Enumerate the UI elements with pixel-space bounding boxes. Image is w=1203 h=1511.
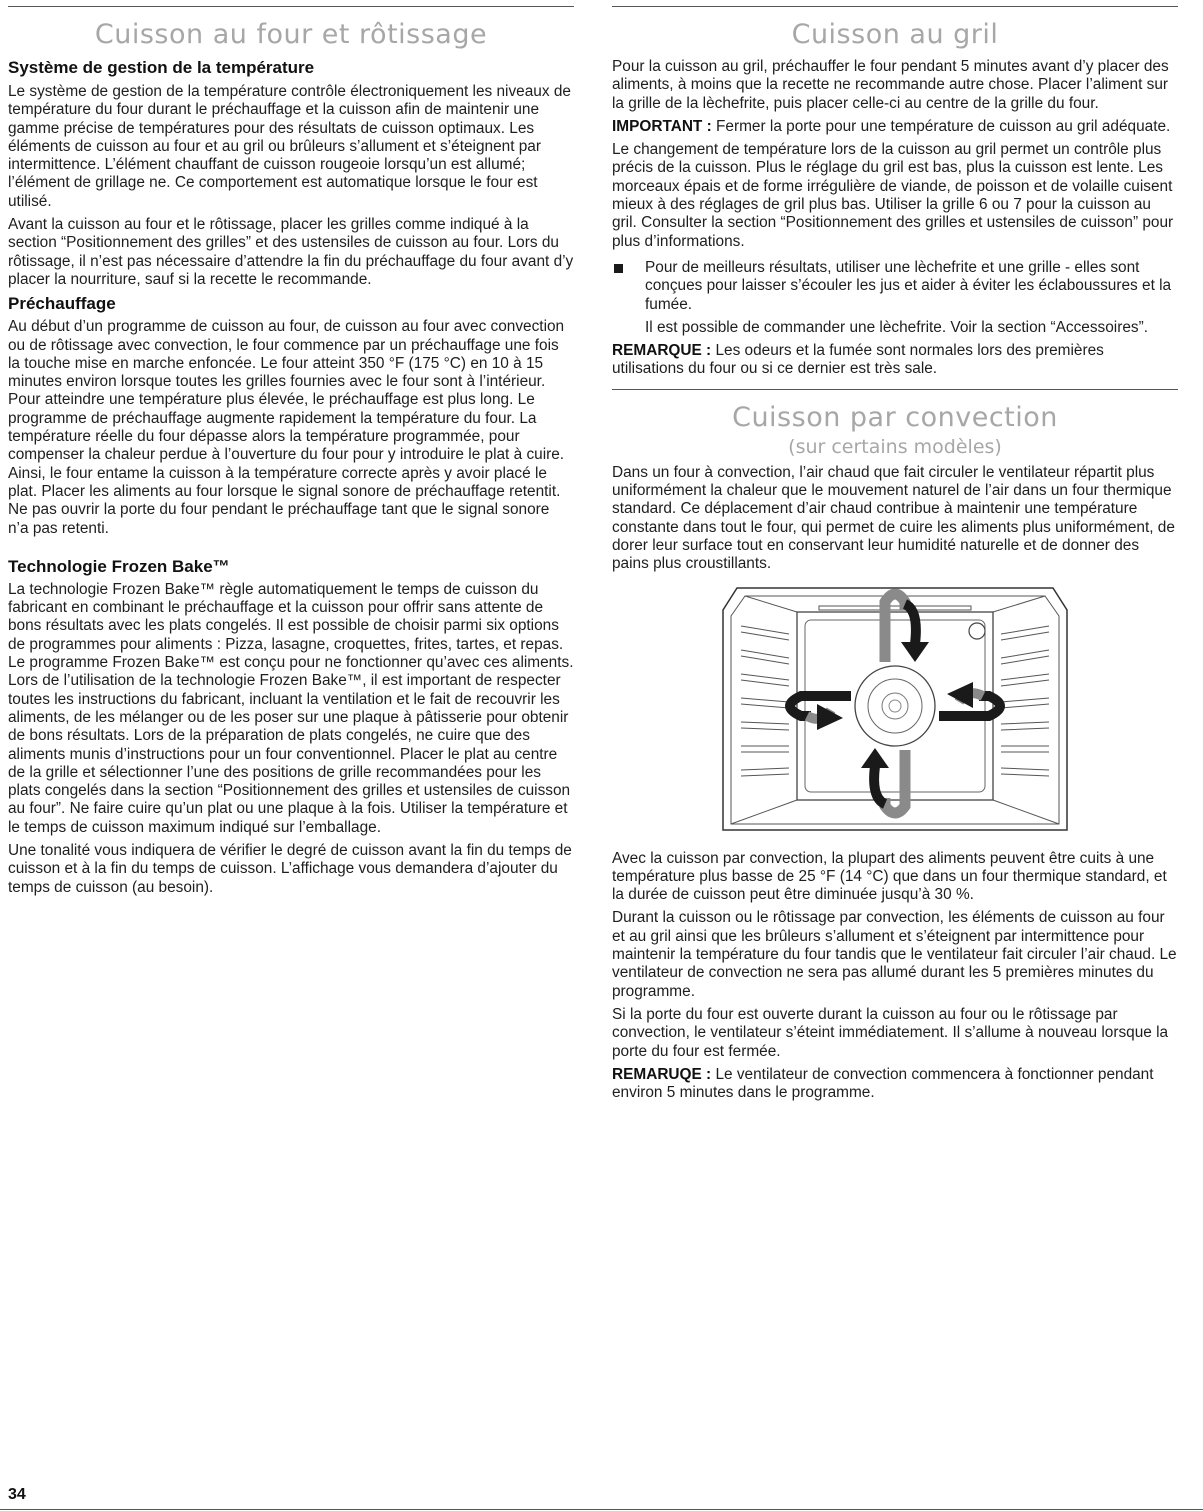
rack-guides-left: [741, 626, 789, 776]
remarque-text: Les odeurs et la fumée sont normales lors des premières utilisations du four ou si ce dernier est très sale.: [612, 342, 1104, 378]
arrow-head-bottom: [861, 748, 889, 768]
airflow-arrow-bottom-gray: [885, 750, 905, 813]
remarque-text-2: Le ventilateur de convection commencera à fonctionner pendant environ 5 minutes dans le programme.: [612, 1065, 1154, 1102]
paragraph-convection-4: Si la porte du four est ouverte durant la cuisson au four ou le rôtissage par convection, le ventilateur s’éteint immédiatement. Il s’allume à nouveau lorsque la porte du four est fermée.: [612, 1005, 1169, 1060]
arrow-head-top: [901, 642, 929, 662]
bullet-square-icon: [614, 264, 623, 273]
heading-preheating: Préchauffage: [8, 294, 116, 314]
paragraph-preheating: Au début d’un programme de cuisson au four, de cuisson au four avec convection ou de rôtissage avec convection, le four commence par un préchauffage une fois la touche mise en marche enfoncée. Le four atteint 350 °F (175 °C) en 10 à 15 minutes environ lorsque toutes les grilles fournies avec le four sont à l’intérieur. Pour atteindre une température plus élevée, le préchauffage est plus long. Le programme de préchauffage augmente rapidement la température du four. La température réelle du four dépasse alors la température programmée, pour compenser la chaleur perdue à l’ouverture du four pour y introduire le plat à cuire. Ainsi, le four entame la cuisson à la température correcte après y avoir placé le plat. Placer les aliments au four lorsque le signal sonore de préchauffage retentit. Ne pas ouvrir la porte du four pendant le préchauffage tant que le signal sonore n’a pas retenti.: [8, 318, 565, 537]
paragraph-convection-1: Dans un four à convection, l’air chaud que fait circuler le ventilateur répartit plus uniformément la chaleur que le mouvement naturel de l’air dans un four thermique standard. Ce déplacement d’air chaud contribue à maintenir une température constante dans tout le four, qui permet de cuire les aliments plus uniformément, de dorer leur surface tout en conservant leur humidité naturelle et de donner des pains plus croustillants.: [612, 463, 1175, 573]
airflow-arrow-top-dark: [905, 604, 916, 644]
paragraph-convection-2: Avec la cuisson par convection, la plupart des aliments peuvent être cuits à une température plus basse de 25 °F (14 °C) que dans un four thermique standard, et la durée de cuisson peut être diminuée jusqu’à 30 %.: [612, 849, 1167, 904]
page-number: 34: [8, 1486, 26, 1503]
arrow-head-right: [947, 682, 973, 708]
heading-temperature-management: Système de gestion de la température: [8, 58, 315, 77]
airflow-arrow-top-gray: [885, 594, 905, 662]
paragraph-temperature-1: Le système de gestion de la température contrôle électroniquement les niveaux de température du four durant le préchauffage et la cuisson afin de maintenir une gamme précise de températures pour des résultats de cuisson optimaux. Les éléments de cuisson au four et au gril ou brûleurs s’allument et s’éteignent par intermittence. L’élément chauffant de cuisson rougeoie lorsqu’un est allumé; l’élément de grillage ne. Ce comportement est automatique lorsque le four est utilisé.: [8, 83, 571, 210]
bottom-rule: [0, 1509, 1203, 1510]
paragraph-convection-remarque: [612, 1066, 1178, 1103]
fan-cover: [855, 666, 935, 746]
bullet-subtext: Il est possible de commander une lèchefrite. Voir la section “Accessoires”.: [645, 318, 1148, 336]
paragraph-convection-3: Durant la cuisson ou le rôtissage par convection, les éléments de cuisson au four et au gril ainsi que les brûleurs s’allument et s’éteignent par intermittence pour maintenir la température du four tandis que le ventilateur fait circuler l’air chaud. Le ventilateur de convection ne sera pas allumé durant les 5 premières minutes du programme.: [612, 909, 1177, 1000]
top-rule-left: [8, 6, 574, 7]
paragraph-broil-1: Pour la cuisson au gril, préchauffer le four pendant 5 minutes avant d’y placer des aliments, à moins que la recette ne recommande autre chose. Placer l’aliment sur la grille de la lèchefrite, puis placer celle-ci au centre de la grille du four.: [612, 58, 1169, 112]
convection-oven-diagram: [719, 580, 1071, 836]
remarque-label-2: REMARUQE :: [612, 1065, 712, 1083]
section-subtitle-convection: (sur certains modèles): [788, 435, 1002, 458]
heating-element: [819, 606, 971, 610]
right-column: [612, 0, 1178, 1102]
oven-light-icon: [969, 623, 985, 639]
heading-frozen-bake: Technologie Frozen Bake™: [8, 556, 230, 576]
section-title-convection: Cuisson par convection: [732, 401, 1058, 433]
paragraph-frozen-bake-2: Une tonalité vous indiquera de vérifier le degré de cuisson avant la fin du temps de cuisson et à la fin du temps de cuisson. L’affichage vous demandera d’ajouter du temps de cuisson (au besoin).: [8, 841, 572, 896]
important-label: IMPORTANT :: [612, 117, 712, 135]
important-text: Fermer la porte pour une température de cuisson au gril adéquate.: [711, 117, 1171, 135]
top-rule-right: [612, 6, 1178, 7]
section-title-broiling: Cuisson au gril: [791, 19, 999, 50]
arrow-head-left: [817, 704, 843, 730]
section-title-baking: Cuisson au four et rôtissage: [94, 19, 488, 50]
remarque-label: REMARQUE :: [612, 342, 712, 360]
paragraph-broil-important: [612, 118, 1178, 136]
paragraph-frozen-bake-1: La technologie Frozen Bake™ règle automatiquement le temps de cuisson du fabricant en combinant le préchauffage et la cuisson pour offrir sans attente de bons résultats avec les plats congelés. Il est possible de choisir parmi six options de programmes pour aliments : Pizza, lasagne, croquettes, frites, tartes, et repas. Le programme Frozen Bake™ est conçu pour ne fonctionner qu’avec ces aliments. Lors de l’utilisation de la technologie Frozen Bake™, il est important de respecter toutes les instructions du fabricant, incluant la ventilation et le fait de recouvrir les aliments, de les mélanger ou de les poser sur une plaque à pâtisserie pour obtenir de bons résultats. Lors de la préparation de plats congelés, ne cuire que des aliments munis d’instructions pour un four conventionnel. Placer le plat au centre de la grille et sélectionner l’une des positions de grille recommandées pour les plats congelés dans la section “Positionnement des grilles et ustensiles de cuisson au four”. Ne faire cuire qu’un plat ou une plaque à la fois. Utiliser la température et le temps de cuisson maximum indiqué sur l’emballage.: [8, 580, 574, 836]
paragraph-broil-2: Le changement de température lors de la cuisson au gril permet un contrôle plus précis de la cuisson. Plus le réglage du gril est bas, plus la cuisson est lente. Les morceaux épais et de forme irrégulière de viande, de poisson et de volaille cuisent mieux à des réglages de gril plus bas. Utiliser la grille 6 ou 7 pour la cuisson au gril. Consulter la section “Positionnement des grilles et ustensiles de cuisson” pour plus d’informations.: [612, 141, 1174, 250]
rack-guides-right: [1001, 626, 1049, 776]
paragraph-broil-remarque: [612, 342, 1178, 379]
left-column: [8, 0, 574, 897]
paragraph-temperature-2: Avant la cuisson au four et le rôtissage, placer les grilles comme indiqué à la section “Positionnement des grilles” et des ustensiles de cuisson au four. Lors du rôtissage, il n’est pas nécessaire d’attendre la fin du préchauffage du four avant d’y placer la nourriture, sauf si la recette le recommande.: [8, 216, 574, 288]
airflow-arrow-bottom-dark: [874, 766, 885, 804]
bullet-text: Pour de meilleurs résultats, utiliser une lèchefrite et une grille - elles sont conçues pour laisser s’écouler les jus et aider à éviter les éclaboussures et la fumée.: [645, 258, 1172, 313]
bullet-item-broil-pan: [612, 259, 1178, 337]
section-rule: [612, 389, 1178, 390]
